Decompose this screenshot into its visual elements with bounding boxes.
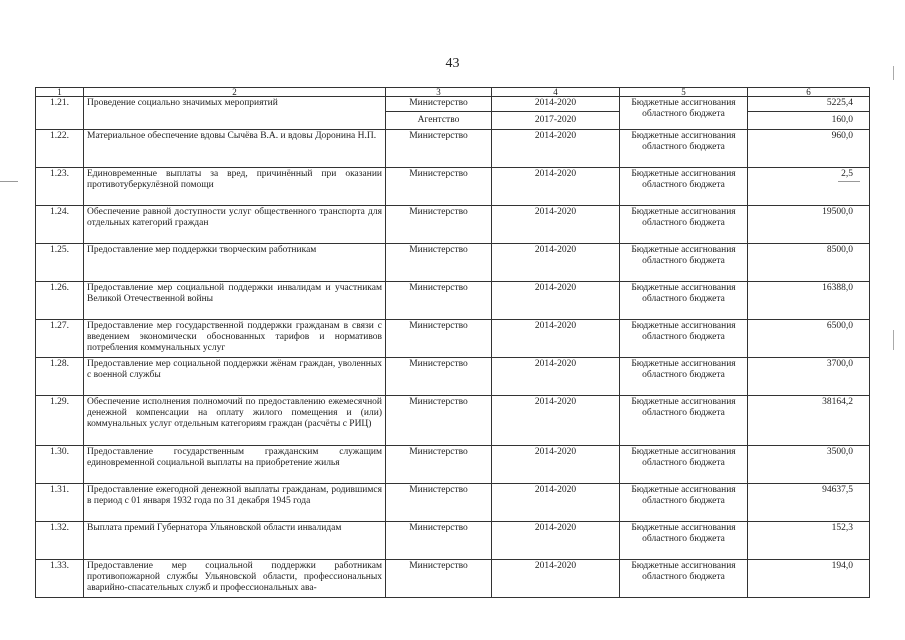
scan-mark (893, 330, 894, 350)
row-source: Бюджетные ассигнования областного бюджета (620, 446, 748, 484)
row-executor: Министерство (386, 484, 492, 522)
row-number: 1.33. (36, 560, 84, 598)
row-executor: Министерство (386, 320, 492, 358)
row-amount: 8500,0 (748, 244, 870, 282)
row-executor: Министерство (386, 206, 492, 244)
row-executor: Министерство (386, 396, 492, 446)
row-name: Предоставление ежегодной денежной выплаты гражданам, родившимся в период с 01 января 1932 года по 31 декабря 1945 года (84, 484, 386, 522)
row-period: 2014-2020 (492, 320, 620, 358)
row-name: Предоставление мер поддержки творческим работникам (84, 244, 386, 282)
row-name: Предоставление мер государственной поддержки гражданам в связи с введением экономически обоснованных тарифов и нормативов потребления коммунальных услуг (84, 320, 386, 358)
row-executor: Министерство (386, 168, 492, 206)
header-cell: 1 (36, 88, 84, 97)
table-row (36, 484, 870, 522)
row-executor: Министерство (386, 560, 492, 598)
row-name: Предоставление государственным гражданским служащим единовременной социальной выплаты на приобретение жилья (84, 446, 386, 484)
table-row (36, 130, 870, 168)
row-name: Единовременные выплаты за вред, причинённый при оказании противотуберкулёзной помощи (84, 168, 386, 206)
header-cell: 6 (748, 88, 870, 97)
table-row (36, 97, 870, 112)
budget-table (35, 87, 870, 598)
table-row (36, 358, 870, 396)
row-source: Бюджетные ассигнования областного бюджета (620, 168, 748, 206)
row-period: 2017-2020 (492, 112, 620, 130)
row-source: Бюджетные ассигнования областного бюджета (620, 484, 748, 522)
row-period: 2014-2020 (492, 168, 620, 206)
row-number: 1.25. (36, 244, 84, 282)
row-source: Бюджетные ассигнования областного бюджета (620, 97, 748, 130)
row-number: 1.26. (36, 282, 84, 320)
row-number: 1.22. (36, 130, 84, 168)
row-amount: 152,3 (748, 522, 870, 560)
table-row (36, 522, 870, 560)
row-name: Выплата премий Губернатора Ульяновской области инвалидам (84, 522, 386, 560)
row-number: 1.29. (36, 396, 84, 446)
row-executor: Министерство (386, 244, 492, 282)
row-name: Предоставление мер социальной поддержки жёнам граждан, уволенных с военной службы (84, 358, 386, 396)
header-cell: 3 (386, 88, 492, 97)
row-name: Обеспечение исполнения полномочий по предоставлению ежемесячной денежной компенсации на оплату жилого помещения и (или) коммунальных услуг отдельным категориям граждан (расчёты с РИЦ) (84, 396, 386, 446)
row-source: Бюджетные ассигнования областного бюджета (620, 560, 748, 598)
row-amount: 5225,4 (748, 97, 870, 112)
row-period: 2014-2020 (492, 396, 620, 446)
row-name: Проведение социально значимых мероприятий (84, 97, 386, 130)
row-amount: 194,0 (748, 560, 870, 598)
row-period: 2014-2020 (492, 484, 620, 522)
table-row (36, 282, 870, 320)
row-number: 1.23. (36, 168, 84, 206)
row-executor: Министерство (386, 130, 492, 168)
row-source: Бюджетные ассигнования областного бюджета (620, 244, 748, 282)
row-period: 2014-2020 (492, 560, 620, 598)
row-source: Бюджетные ассигнования областного бюджета (620, 396, 748, 446)
header-row (36, 88, 870, 97)
row-period: 2014-2020 (492, 358, 620, 396)
row-number: 1.28. (36, 358, 84, 396)
row-amount: 16388,0 (748, 282, 870, 320)
row-amount: 2,5 (748, 168, 870, 206)
row-amount: 6500,0 (748, 320, 870, 358)
row-executor: Министерство (386, 282, 492, 320)
scan-mark (838, 181, 860, 182)
row-number: 1.24. (36, 206, 84, 244)
row-name: Обеспечение равной доступности услуг общественного транспорта для отдельных категорий граждан (84, 206, 386, 244)
table-row (36, 396, 870, 446)
row-executor: Агентство (386, 112, 492, 130)
row-source: Бюджетные ассигнования областного бюджета (620, 358, 748, 396)
row-number: 1.27. (36, 320, 84, 358)
row-amount: 3500,0 (748, 446, 870, 484)
table-row (36, 168, 870, 206)
row-executor: Министерство (386, 446, 492, 484)
table-row (36, 320, 870, 358)
table-row (36, 446, 870, 484)
header-cell: 2 (84, 88, 386, 97)
row-period: 2014-2020 (492, 130, 620, 168)
table-row (36, 244, 870, 282)
row-name: Материальное обеспечение вдовы Сычёва В.А. и вдовы Доронина Н.П. (84, 130, 386, 168)
row-period: 2014-2020 (492, 522, 620, 560)
row-amount: 160,0 (748, 112, 870, 130)
row-executor: Министерство (386, 358, 492, 396)
row-period: 2014-2020 (492, 282, 620, 320)
page-number: 43 (445, 56, 460, 71)
scan-mark (0, 181, 18, 182)
row-executor: Министерство (386, 97, 492, 112)
row-source: Бюджетные ассигнования областного бюджета (620, 282, 748, 320)
row-number: 1.31. (36, 484, 84, 522)
row-amount: 3700,0 (748, 358, 870, 396)
table-row (36, 206, 870, 244)
scan-mark (893, 66, 894, 80)
row-source: Бюджетные ассигнования областного бюджета (620, 206, 748, 244)
row-amount: 19500,0 (748, 206, 870, 244)
row-number: 1.30. (36, 446, 84, 484)
row-source: Бюджетные ассигнования областного бюджета (620, 130, 748, 168)
row-number: 1.21. (36, 97, 84, 130)
row-name: Предоставление мер социальной поддержки инвалидам и участникам Великой Отечественной войны (84, 282, 386, 320)
row-name: Предоставление мер социальной поддержки работникам противопожарной службы Ульяновской области, профессиональных аварийно-спасательных служб и профессиональных ава- (84, 560, 386, 598)
row-period: 2014-2020 (492, 97, 620, 112)
row-source: Бюджетные ассигнования областного бюджета (620, 320, 748, 358)
table-row (36, 560, 870, 598)
row-executor: Министерство (386, 522, 492, 560)
row-period: 2014-2020 (492, 446, 620, 484)
row-number: 1.32. (36, 522, 84, 560)
row-source: Бюджетные ассигнования областного бюджета (620, 522, 748, 560)
row-period: 2014-2020 (492, 244, 620, 282)
header-cell: 4 (492, 88, 620, 97)
row-amount: 960,0 (748, 130, 870, 168)
header-cell: 5 (620, 88, 748, 97)
row-period: 2014-2020 (492, 206, 620, 244)
row-amount: 94637,5 (748, 484, 870, 522)
row-amount: 38164,2 (748, 396, 870, 446)
